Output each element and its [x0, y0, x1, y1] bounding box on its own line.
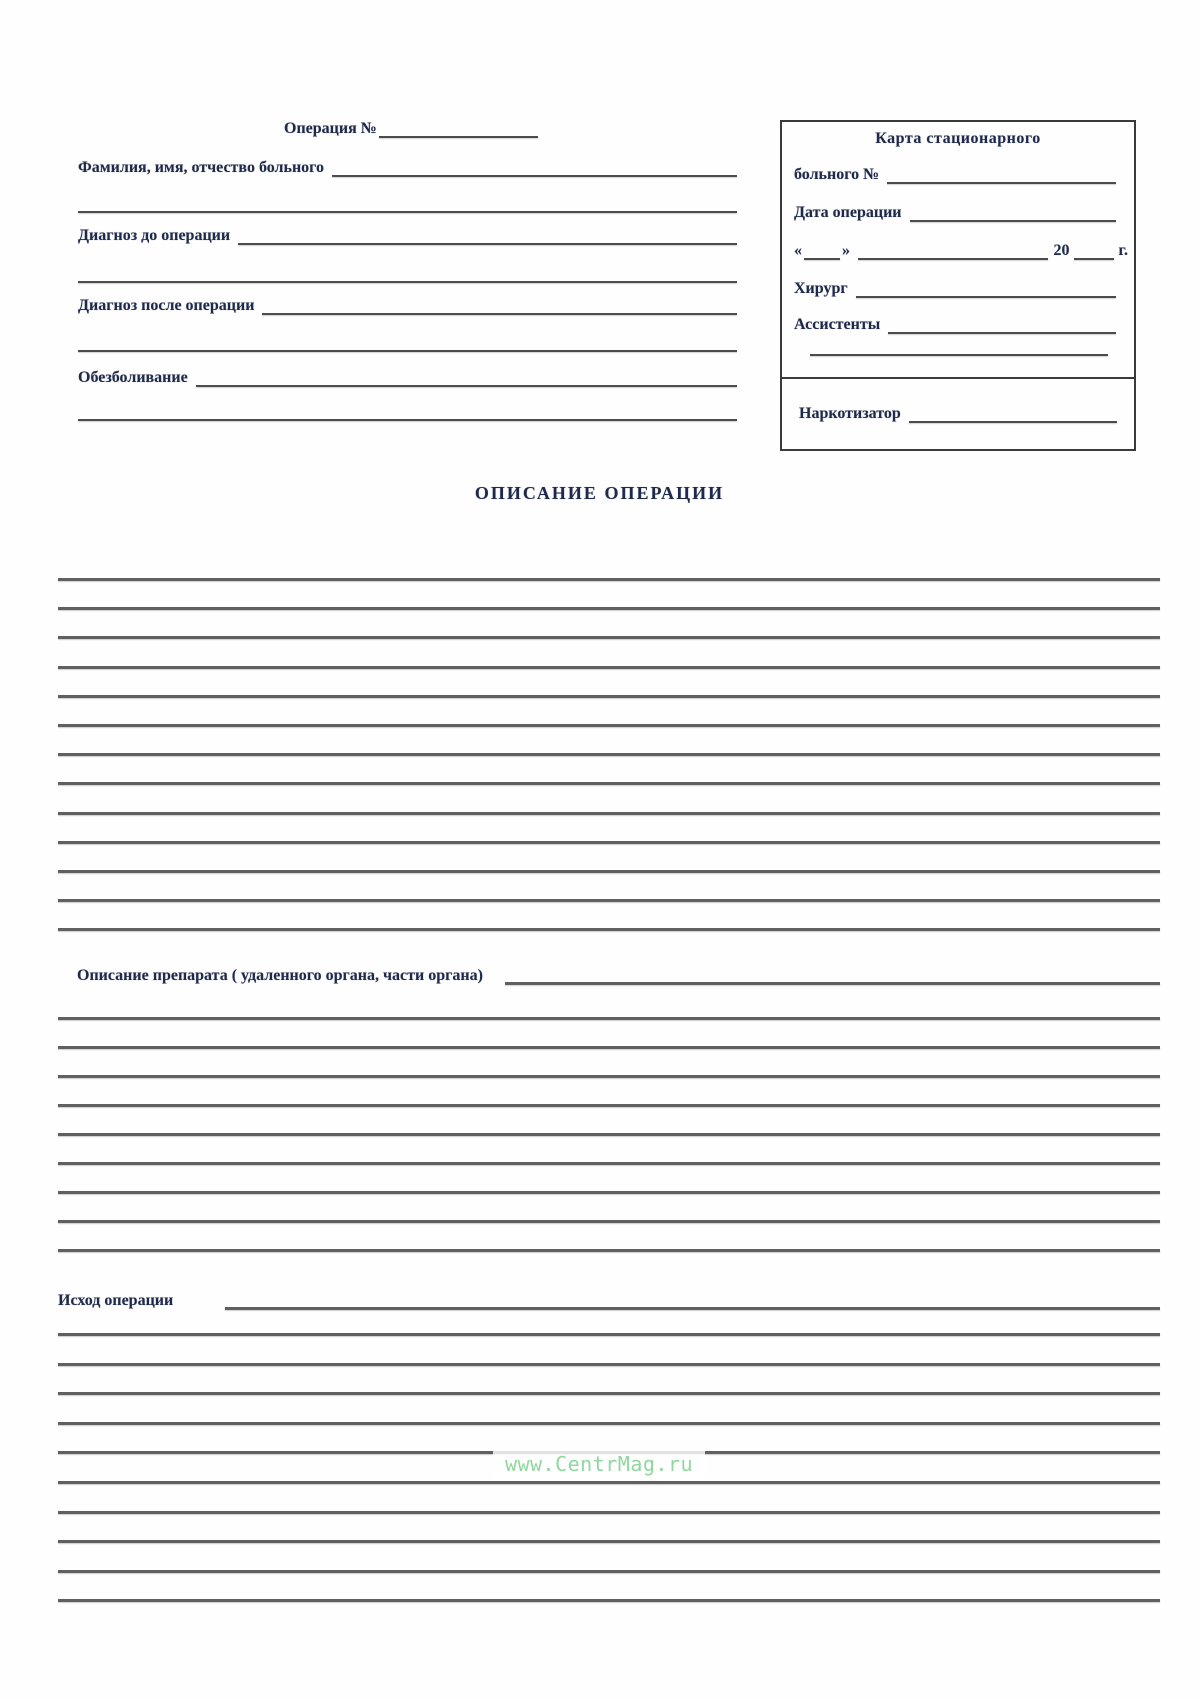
blank-writing-line — [58, 666, 1160, 669]
card-assistants-label: Ассистенты — [794, 316, 881, 333]
card-date-year-blank-line — [1074, 258, 1114, 260]
blank-writing-line — [58, 841, 1160, 844]
diagnosis-after-blank-line — [262, 313, 737, 315]
card-assistants-row — [794, 315, 1116, 334]
operation-outcome-label: Исход операции — [58, 1292, 174, 1309]
diagnosis-after-row — [78, 296, 737, 315]
operation-number-row — [284, 119, 538, 138]
blank-writing-line — [58, 928, 1160, 931]
blank-writing-line — [78, 419, 737, 421]
diagnosis-after-label: Диагноз после операции — [78, 297, 255, 314]
blank-writing-line — [58, 870, 1160, 873]
blank-writing-line — [58, 1599, 1160, 1602]
card-anesthetist-blank-line — [909, 421, 1117, 423]
card-anesthetist-row — [799, 404, 1117, 423]
diagnosis-before-blank-line — [238, 243, 737, 245]
card-anesthetist-label: Наркотизатор — [799, 405, 901, 422]
card-surgeon-blank-line — [856, 296, 1116, 298]
blank-writing-line — [58, 753, 1160, 756]
blank-writing-line — [78, 350, 737, 352]
specimen-description-label: Описание препарата ( удаленного органа, части органа) — [77, 967, 483, 984]
blank-writing-line — [58, 1220, 1160, 1223]
blank-writing-line — [58, 1191, 1160, 1194]
card-surgeon-row — [794, 279, 1116, 298]
blank-writing-line — [58, 1133, 1160, 1136]
stationary-card-box — [780, 120, 1136, 451]
card-date-month-blank-line — [858, 258, 1048, 260]
card-date-close-quote: » — [842, 242, 850, 259]
card-date-century: 20 — [1053, 242, 1070, 259]
diagnosis-before-label: Диагноз до операции — [78, 227, 231, 244]
card-date-year-suffix: г. — [1118, 242, 1128, 259]
blank-writing-line — [78, 281, 737, 283]
blank-writing-line — [58, 782, 1160, 785]
card-operation-date-row — [794, 203, 1116, 222]
anesthesia-row — [78, 368, 737, 387]
card-date-blank-row — [794, 241, 1128, 260]
operation-outcome-blank-line — [225, 1307, 1160, 1310]
anesthesia-blank-line — [196, 385, 737, 387]
card-surgeon-label: Хирург — [794, 280, 848, 297]
blank-writing-line — [58, 1249, 1160, 1252]
patient-name-label: Фамилия, имя, отчество больного — [78, 159, 325, 176]
card-operation-date-blank-line — [910, 220, 1116, 222]
card-date-open-quote: « — [794, 242, 802, 259]
patient-name-blank-line — [332, 175, 737, 177]
operation-outcome-row — [58, 1291, 1160, 1310]
diagnosis-before-row — [78, 226, 737, 245]
card-patient-number-label: больного № — [794, 166, 880, 183]
anesthesia-label: Обезболивание — [78, 369, 188, 386]
card-divider-line — [780, 377, 1136, 379]
blank-writing-line — [58, 1162, 1160, 1165]
card-patient-number-row — [794, 165, 1116, 184]
blank-writing-line — [78, 211, 737, 213]
operation-description-lines — [58, 578, 1160, 960]
blank-writing-line — [58, 1363, 1160, 1366]
blank-writing-line — [58, 1570, 1160, 1573]
operation-number-blank-line — [379, 136, 538, 138]
blank-writing-line — [58, 636, 1160, 639]
blank-writing-line — [58, 1333, 1160, 1336]
blank-writing-line — [58, 899, 1160, 902]
blank-writing-line — [58, 695, 1160, 698]
card-date-day-blank-line — [804, 258, 840, 260]
blank-writing-line — [58, 1511, 1160, 1514]
operation-number-label: Операция № — [284, 120, 377, 137]
blank-writing-line — [58, 1422, 1160, 1425]
blank-writing-line — [58, 1392, 1160, 1395]
blank-writing-line — [58, 1046, 1160, 1049]
blank-writing-line — [58, 812, 1160, 815]
centrmag-watermark — [493, 1449, 705, 1479]
blank-writing-line — [58, 1017, 1160, 1020]
card-assistants-blank-line — [888, 332, 1116, 334]
specimen-description-blank-line — [505, 982, 1160, 985]
card-title: Карта стационарного — [875, 130, 1041, 147]
centrmag-watermark-text: www.CentrMag.ru — [504, 1452, 694, 1476]
blank-writing-line — [58, 607, 1160, 610]
specimen-description-lines — [58, 1017, 1160, 1278]
card-assistants-extra-blank-line — [810, 354, 1108, 356]
card-patient-number-blank-line — [887, 182, 1116, 184]
blank-writing-line — [58, 1481, 1160, 1484]
patient-name-row — [78, 158, 737, 177]
document-title: ОПИСАНИЕ ОПЕРАЦИИ — [474, 483, 725, 503]
blank-writing-line — [58, 724, 1160, 727]
blank-writing-line — [58, 1104, 1160, 1107]
specimen-description-row — [77, 966, 1160, 985]
blank-writing-line — [58, 578, 1160, 581]
blank-writing-line — [58, 1540, 1160, 1543]
blank-writing-line — [58, 1075, 1160, 1078]
card-operation-date-label: Дата операции — [794, 204, 902, 221]
